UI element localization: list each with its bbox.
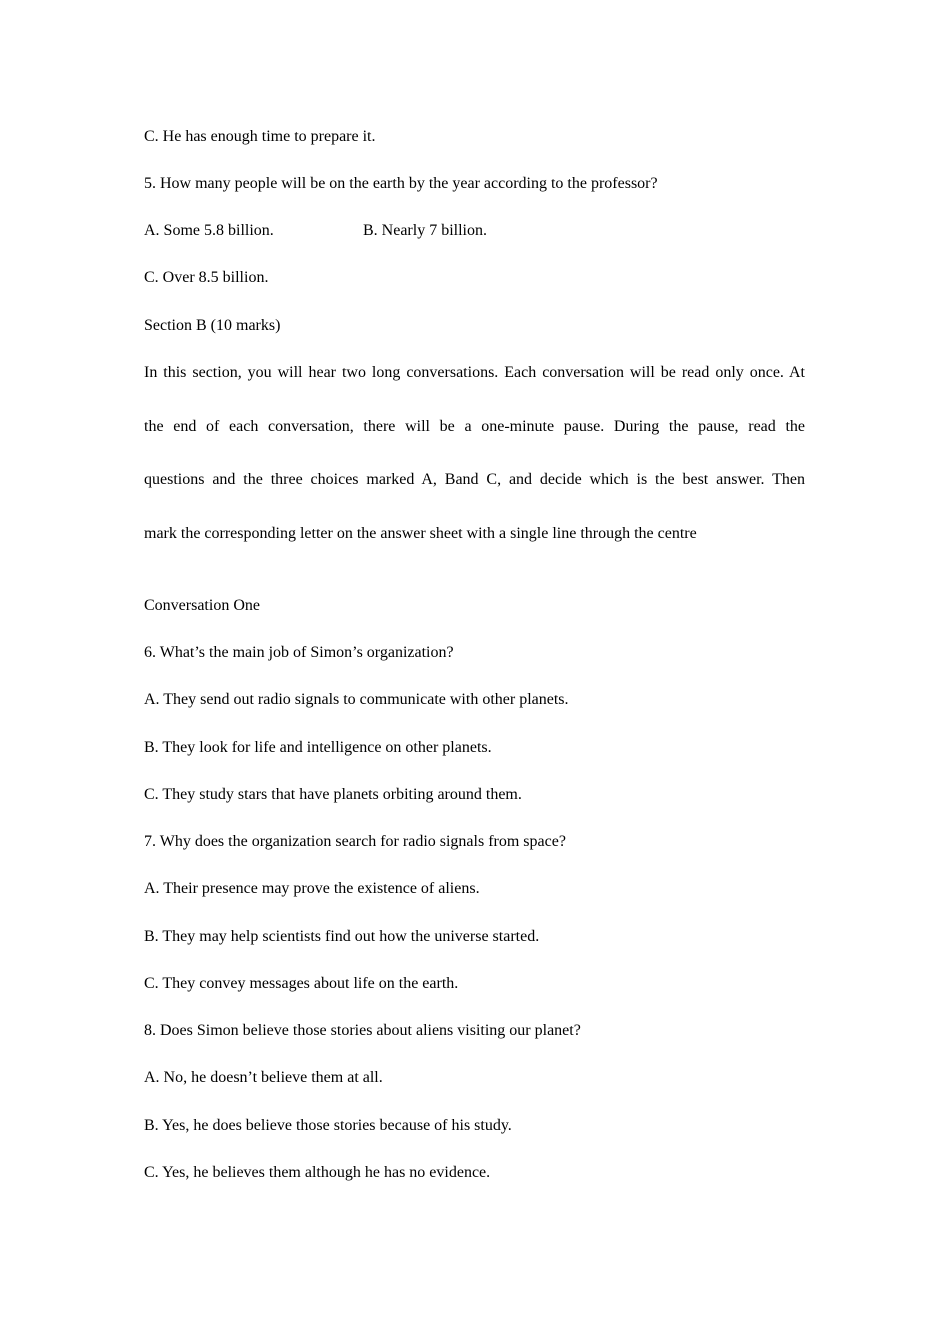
section-b-instruction-line-3: questions and the three choices marked A, Band C, and decide which is the best answer. Then bbox=[144, 471, 805, 488]
q8-question: 8. Does Simon believe those stories about aliens visiting our planet? bbox=[144, 1022, 581, 1039]
q5-option-c: C. Over 8.5 billion. bbox=[144, 269, 269, 286]
q6-option-c: C. They study stars that have planets orbiting around them. bbox=[144, 786, 522, 803]
q6-option-b: B. They look for life and intelligence on other planets. bbox=[144, 739, 492, 756]
section-b-heading: Section B (10 marks) bbox=[144, 317, 281, 334]
q6-option-a: A. They send out radio signals to communicate with other planets. bbox=[144, 691, 569, 708]
q5-question: 5. How many people will be on the earth by the year according to the professor? bbox=[144, 175, 658, 192]
section-b-instruction-line-2: the end of each conversation, there will be a one-minute pause. During the pause, read the bbox=[144, 418, 805, 435]
q7-option-a: A. Their presence may prove the existence of aliens. bbox=[144, 880, 480, 897]
q8-option-b: B. Yes, he does believe those stories because of his study. bbox=[144, 1117, 512, 1134]
q4-option-c: C. He has enough time to prepare it. bbox=[144, 128, 376, 145]
section-b-instruction-line-1: In this section, you will hear two long conversations. Each conversation will be read only once. At bbox=[144, 364, 805, 381]
q7-question: 7. Why does the organization search for radio signals from space? bbox=[144, 833, 566, 850]
q8-option-c: C. Yes, he believes them although he has no evidence. bbox=[144, 1164, 491, 1181]
section-b-instruction-line-4: mark the corresponding letter on the answer sheet with a single line through the centre bbox=[144, 525, 697, 542]
q5-option-b: B. Nearly 7 billion. bbox=[363, 222, 487, 239]
q7-option-b: B. They may help scientists find out how the universe started. bbox=[144, 928, 540, 945]
conversation-one-heading: Conversation One bbox=[144, 597, 260, 614]
q8-option-a: A. No, he doesn’t believe them at all. bbox=[144, 1069, 383, 1086]
q6-question: 6. What’s the main job of Simon’s organization? bbox=[144, 644, 454, 661]
q5-option-a: A. Some 5.8 billion. bbox=[144, 222, 274, 239]
q7-option-c: C. They convey messages about life on the earth. bbox=[144, 975, 459, 992]
